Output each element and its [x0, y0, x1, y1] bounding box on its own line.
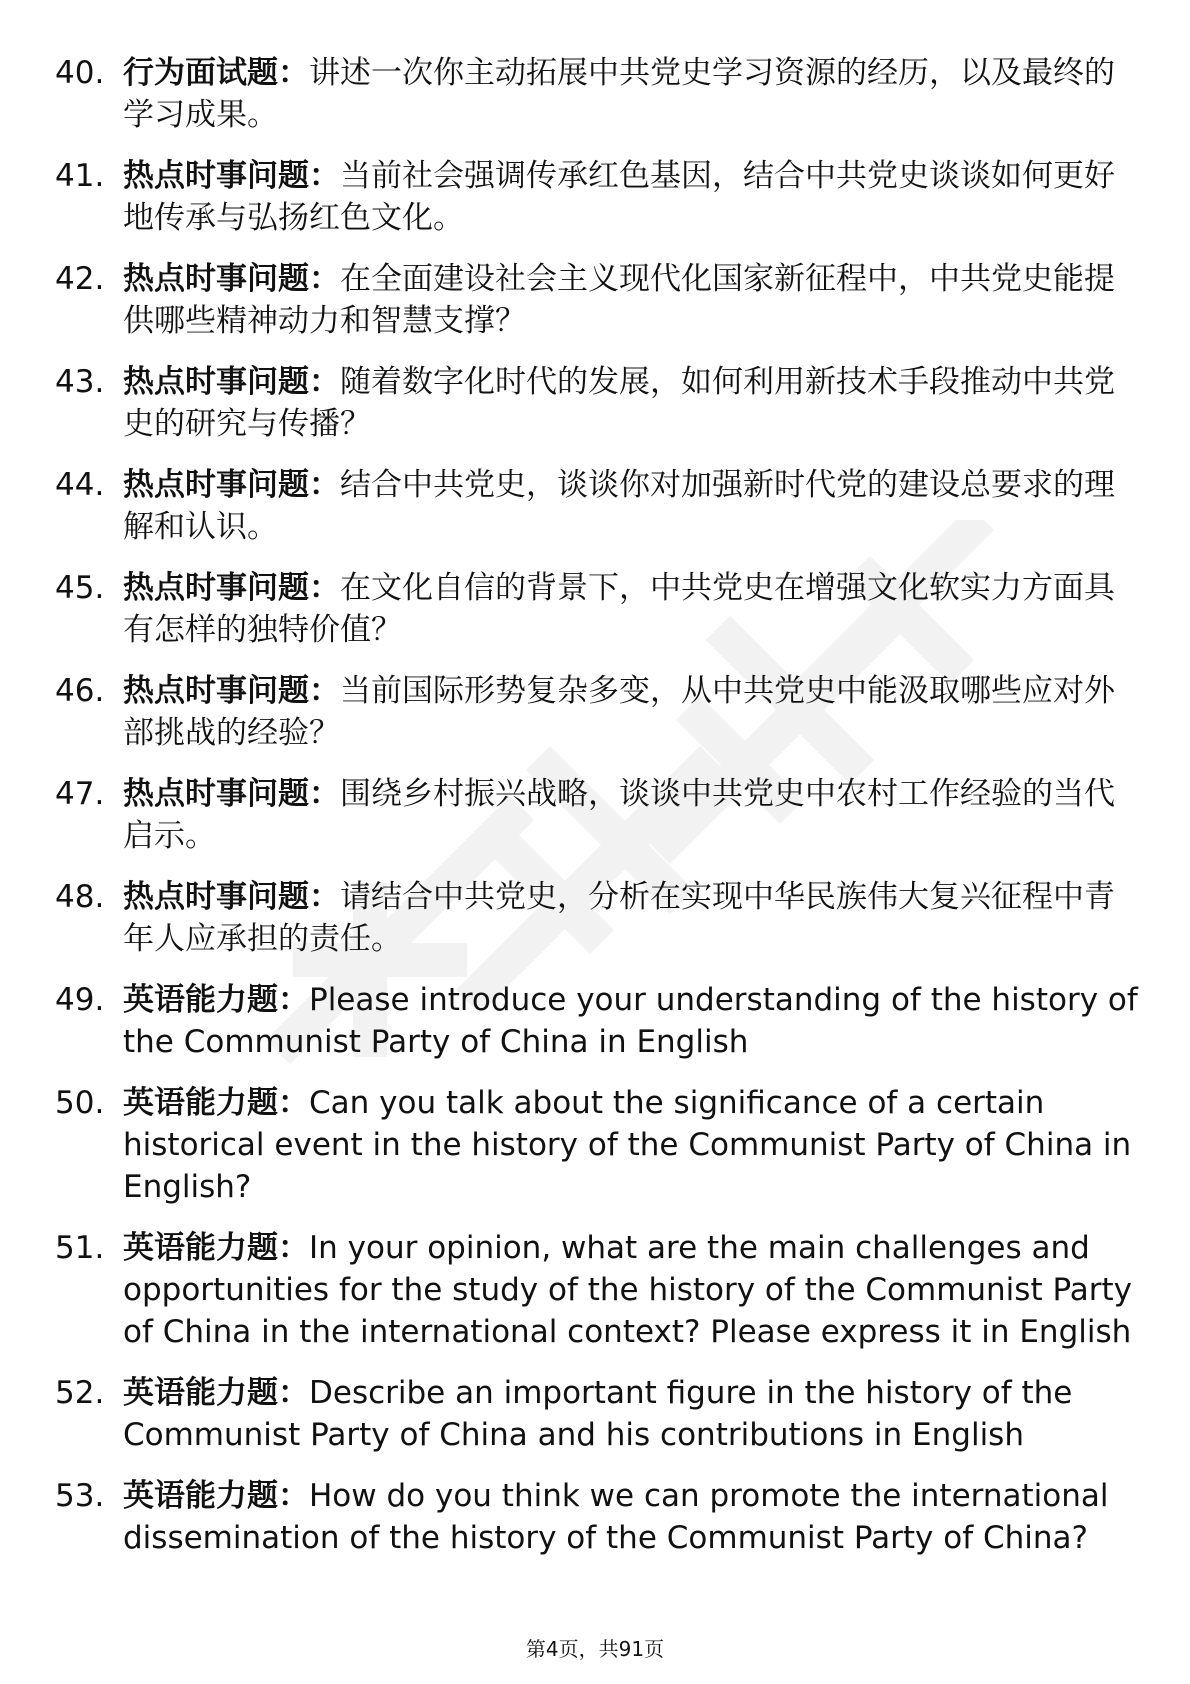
question-body: 围绕乡村振兴战略，谈谈中共党史中农村工作经验的当代启示。	[123, 776, 1115, 854]
question-category: 热点时事问题：	[123, 364, 340, 400]
question-number: 46.	[55, 673, 105, 709]
question-category: 行为面试题：	[123, 55, 309, 91]
question-item	[55, 258, 1145, 342]
question-body: 当前社会强调传承红色基因，结合中共党史谈谈如何更好地传承与弘扬红色文化。	[123, 158, 1115, 236]
question-text	[123, 979, 1145, 1063]
question-category: 英语能力题：	[123, 1085, 309, 1121]
question-category: 热点时事问题：	[123, 570, 340, 606]
question-number: 48.	[55, 879, 105, 915]
question-body: 在全面建设社会主义现代化国家新征程中，中共党史能提供哪些精神动力和智慧支撑？	[123, 261, 1115, 339]
question-item	[55, 773, 1145, 857]
question-category: 英语能力题：	[123, 982, 309, 1018]
question-category: 英语能力题：	[123, 1375, 309, 1411]
question-number: 50.	[55, 1085, 105, 1121]
question-category: 热点时事问题：	[123, 673, 340, 709]
question-text	[123, 1227, 1145, 1353]
question-number: 40.	[55, 55, 105, 91]
question-text	[123, 567, 1145, 651]
question-category: 热点时事问题：	[123, 158, 340, 194]
question-item	[55, 155, 1145, 239]
question-body: How do you think we can promote the international dissemination of the history of the Communist Party of China?	[123, 1478, 1109, 1556]
page-footer: 第4页，共91页	[525, 1637, 665, 1661]
question-body: Describe an important figure in the history of the Communist Party of China and his contributions in English	[123, 1375, 1073, 1453]
question-number: 52.	[55, 1375, 105, 1411]
question-text	[123, 876, 1145, 960]
question-text	[123, 1372, 1145, 1456]
question-list	[55, 52, 1145, 1578]
question-number: 43.	[55, 364, 105, 400]
question-number: 49.	[55, 982, 105, 1018]
question-text	[123, 670, 1145, 754]
question-item	[55, 876, 1145, 960]
question-text	[123, 773, 1145, 857]
question-body: 当前国际形势复杂多变，从中共党史中能汲取哪些应对外部挑战的经验？	[123, 673, 1115, 751]
question-number: 44.	[55, 467, 105, 503]
question-number: 53.	[55, 1478, 105, 1514]
question-item	[55, 361, 1145, 445]
question-category: 热点时事问题：	[123, 261, 340, 297]
question-text	[123, 52, 1145, 136]
question-item	[55, 1227, 1145, 1353]
question-item	[55, 1372, 1145, 1456]
question-item	[55, 1082, 1145, 1208]
question-body: Please introduce your understanding of the history of the Communist Party of China in English	[123, 982, 1138, 1060]
question-number: 47.	[55, 776, 105, 812]
question-text	[123, 464, 1145, 548]
question-category: 热点时事问题：	[123, 879, 340, 915]
question-category: 英语能力题：	[123, 1478, 309, 1514]
question-body: Can you talk about the significance of a certain historical event in the history of the Communist Party of China in English?	[123, 1085, 1132, 1205]
question-item	[55, 1475, 1145, 1559]
question-body: 在文化自信的背景下，中共党史在增强文化软实力方面具有怎样的独特价值？	[123, 570, 1115, 648]
question-category: 热点时事问题：	[123, 467, 340, 503]
question-item	[55, 979, 1145, 1063]
question-category: 英语能力题：	[123, 1230, 309, 1266]
question-number: 42.	[55, 261, 105, 297]
question-text	[123, 155, 1145, 239]
question-number: 51.	[55, 1230, 105, 1266]
question-number: 45.	[55, 570, 105, 606]
question-text	[123, 258, 1145, 342]
question-text	[123, 1082, 1145, 1208]
question-item	[55, 464, 1145, 548]
question-item	[55, 52, 1145, 136]
question-body: 请结合中共党史，分析在实现中华民族伟大复兴征程中青年人应承担的责任。	[123, 879, 1115, 957]
question-item	[55, 670, 1145, 754]
question-text	[123, 361, 1145, 445]
question-body: 随着数字化时代的发展，如何利用新技术手段推动中共党史的研究与传播？	[123, 364, 1115, 442]
question-body: 结合中共党史，谈谈你对加强新时代党的建设总要求的理解和认识。	[123, 467, 1115, 545]
question-body: In your opinion, what are the main challenges and opportunities for the study of the history of the Communist Party of China in the international context? Please express it in English	[123, 1230, 1132, 1350]
question-text	[123, 1475, 1145, 1559]
question-body: 讲述一次你主动拓展中共党史学习资源的经历，以及最终的学习成果。	[123, 55, 1115, 133]
question-category: 热点时事问题：	[123, 776, 340, 812]
question-number: 41.	[55, 158, 105, 194]
question-item	[55, 567, 1145, 651]
